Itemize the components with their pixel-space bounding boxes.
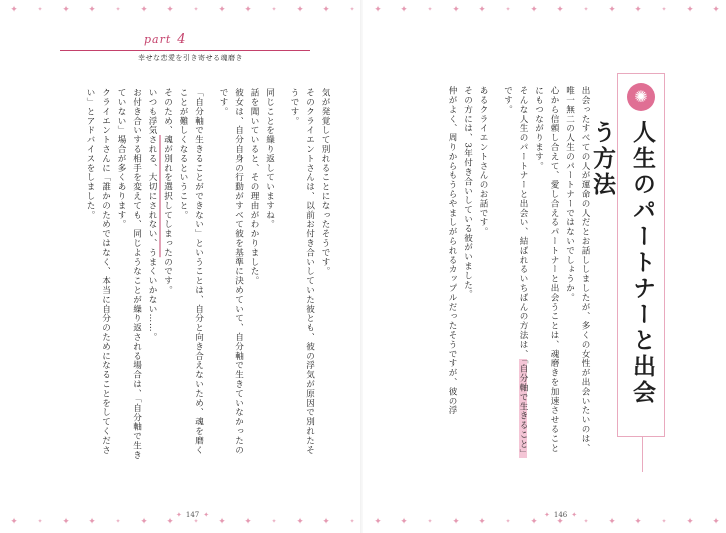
paragraph: いつも浮気される、大切にされない、うまくいかない……。 [147, 88, 157, 342]
sparkle-icon: ✦ [505, 6, 511, 13]
paragraph: 話を聞いていると、その理由がわかりました。 [249, 88, 259, 286]
sparkle-icon: ✦ [62, 517, 70, 527]
sparkle-icon: ✦ [661, 6, 667, 13]
folio-number: 147 [185, 511, 200, 519]
part-label: part [144, 33, 172, 46]
paragraph [499, 86, 530, 458]
sparkle-icon: ✦ [505, 518, 511, 525]
sparkle-icon: ✦ [400, 5, 408, 15]
paragraph: そのクライエントさんは、以前お付き合いしていた彼とも、彼の浮気が原因で別れたそうです。 [289, 88, 315, 455]
text-run: です。 [502, 86, 513, 115]
text-run: そのため、 [162, 88, 173, 135]
sparkle-icon: ✦ [349, 6, 355, 13]
sparkle-icon: ✦ [322, 5, 330, 15]
sparkle-icon: ✦ [608, 517, 616, 527]
running-header [60, 32, 310, 63]
paragraph [159, 88, 175, 460]
page-number-left [172, 511, 213, 519]
sparkle-icon: ✦ [322, 517, 330, 527]
sparkle-icon: ✦ [661, 518, 667, 525]
sparkle-icon: ✦ [271, 518, 277, 525]
sparkle-icon: ✦ [400, 517, 408, 527]
right-body-text [402, 86, 592, 458]
sparkle-icon: ✦ [530, 5, 538, 15]
paragraph: お付き合いする相手を変えても、同じようなことが繰り返される場合は、「自分軸で生きていない」場合が多くあります。 [116, 88, 142, 460]
paragraph: 同じことを繰り返していますね。 [264, 88, 275, 229]
sparkle-icon: ✦ [244, 5, 252, 15]
sparkle-icon: ✦ [634, 5, 642, 15]
sparkle-icon: ✦ [556, 517, 564, 527]
sparkle-icon: ✦ [140, 517, 148, 527]
part-subtitle: 幸せな恋愛を引き寄せる魂磨き [138, 54, 243, 62]
sparkle-icon: ✦ [712, 5, 720, 15]
highlighted-phrase: 「自分軸で生きること」 [518, 358, 528, 458]
sparkle-icon: ✦ [140, 5, 148, 15]
sparkle-icon: ✦ [374, 517, 382, 527]
underlined-phrase: 魂が別れを選択してしまった [162, 135, 173, 258]
sparkle-icon: ✦ [530, 517, 538, 527]
sparkle-icon: ✦ [193, 6, 199, 13]
sparkle-icon: ✦ [88, 517, 96, 527]
paragraph-gap [490, 86, 499, 458]
text-run: そんな人生のパートナーと出会い、結ばれるいちばんの方法は、 [518, 86, 528, 359]
paragraph: その方には、3年付き合いしている彼がいました。 [462, 86, 473, 300]
folio-ornament-icon: ✦ [176, 511, 182, 519]
sparkle-icon: ✦ [712, 517, 720, 527]
sparkle-icon: ✦ [88, 5, 96, 15]
sparkle-icon: ✦ [10, 5, 18, 15]
sparkle-emblem-icon: ✺ [627, 83, 655, 111]
sparkle-icon: ✦ [686, 517, 694, 527]
header-rule [60, 50, 310, 51]
sparkle-icon: ✦ [556, 5, 564, 15]
paragraph-gap [277, 88, 286, 460]
sparkle-icon: ✦ [374, 5, 382, 15]
paragraph: クライエントさんに「誰かのためではなく、本当に自分のためになることをしてください」とアドバイスをしました。 [85, 88, 111, 455]
sparkle-icon: ✦ [37, 518, 43, 525]
sparkle-icon: ✦ [349, 518, 355, 525]
sparkle-icon: ✦ [478, 5, 486, 15]
folio-ornament-icon: ✦ [544, 511, 550, 519]
sparkle-icon: ✦ [296, 517, 304, 527]
sparkle-icon: ✦ [37, 6, 43, 13]
sparkle-icon: ✦ [62, 5, 70, 15]
folio-number: 146 [553, 511, 568, 519]
sparkle-icon: ✦ [608, 5, 616, 15]
sparkle-icon: ✦ [427, 6, 433, 13]
page-title: 人生のパートナーと出会う方法 [589, 120, 655, 406]
paragraph: 彼女は、自分自身の行動がすべて彼を基準に決めていて、自分軸で生きていなかったのです。 [218, 88, 244, 455]
paragraph: 気が発覚して別れることになったそうです。 [320, 88, 330, 276]
sparkle-icon: ✦ [583, 518, 589, 525]
sparkle-icon: ✦ [10, 517, 18, 527]
paragraph: 心から信頼し合えて、愛し合えるパートナーと出会うことは、魂磨きを加速させることにもつながります。 [533, 86, 559, 453]
paragraph: あるクライエントさんのお話です。 [478, 86, 488, 237]
paragraph: 出会ったすべての人が運命の人だとお話ししましたが、多くの女性が出会いたいのは、唯一無二の人生のパートナーではないでしょうか。 [564, 86, 590, 453]
part-heading [144, 32, 310, 47]
sparkle-icon: ✦ [452, 517, 460, 527]
sparkle-icon: ✦ [244, 517, 252, 527]
text-run: のです。 [162, 257, 173, 295]
sparkle-icon: ✦ [166, 5, 174, 15]
sparkle-icon: ✦ [296, 5, 304, 15]
sparkle-icon: ✦ [478, 517, 486, 527]
paragraph: 仲がよく、周りからもうらやましがられるカップルだったそうですが、彼の浮 [447, 86, 457, 415]
sparkle-icon: ✦ [583, 6, 589, 13]
sparkle-icon: ✦ [634, 517, 642, 527]
folio-ornament-icon: ✦ [571, 511, 578, 519]
sparkle-icon: ✦ [686, 5, 694, 15]
left-body-text [40, 88, 332, 460]
sparkle-icon: ✦ [427, 518, 433, 525]
sparkle-icon: ✦ [115, 518, 121, 525]
sparkle-icon: ✦ [166, 517, 174, 527]
sparkle-icon: ✦ [271, 6, 277, 13]
sparkle-icon: ✦ [193, 518, 199, 525]
part-number: 4 [177, 32, 186, 47]
sparkle-icon: ✦ [218, 517, 226, 527]
sparkle-icon: ✦ [218, 5, 226, 15]
page-number-right [540, 511, 581, 519]
sparkle-icon: ✦ [115, 6, 121, 13]
paragraph: 「自分軸で生きることができない」ということは、自分と向き合えないため、魂を磨くことが難しくなるということ。 [178, 88, 204, 455]
paragraph-gap [206, 88, 215, 460]
folio-ornament-icon: ✦ [203, 511, 210, 519]
sparkle-icon: ✦ [452, 5, 460, 15]
